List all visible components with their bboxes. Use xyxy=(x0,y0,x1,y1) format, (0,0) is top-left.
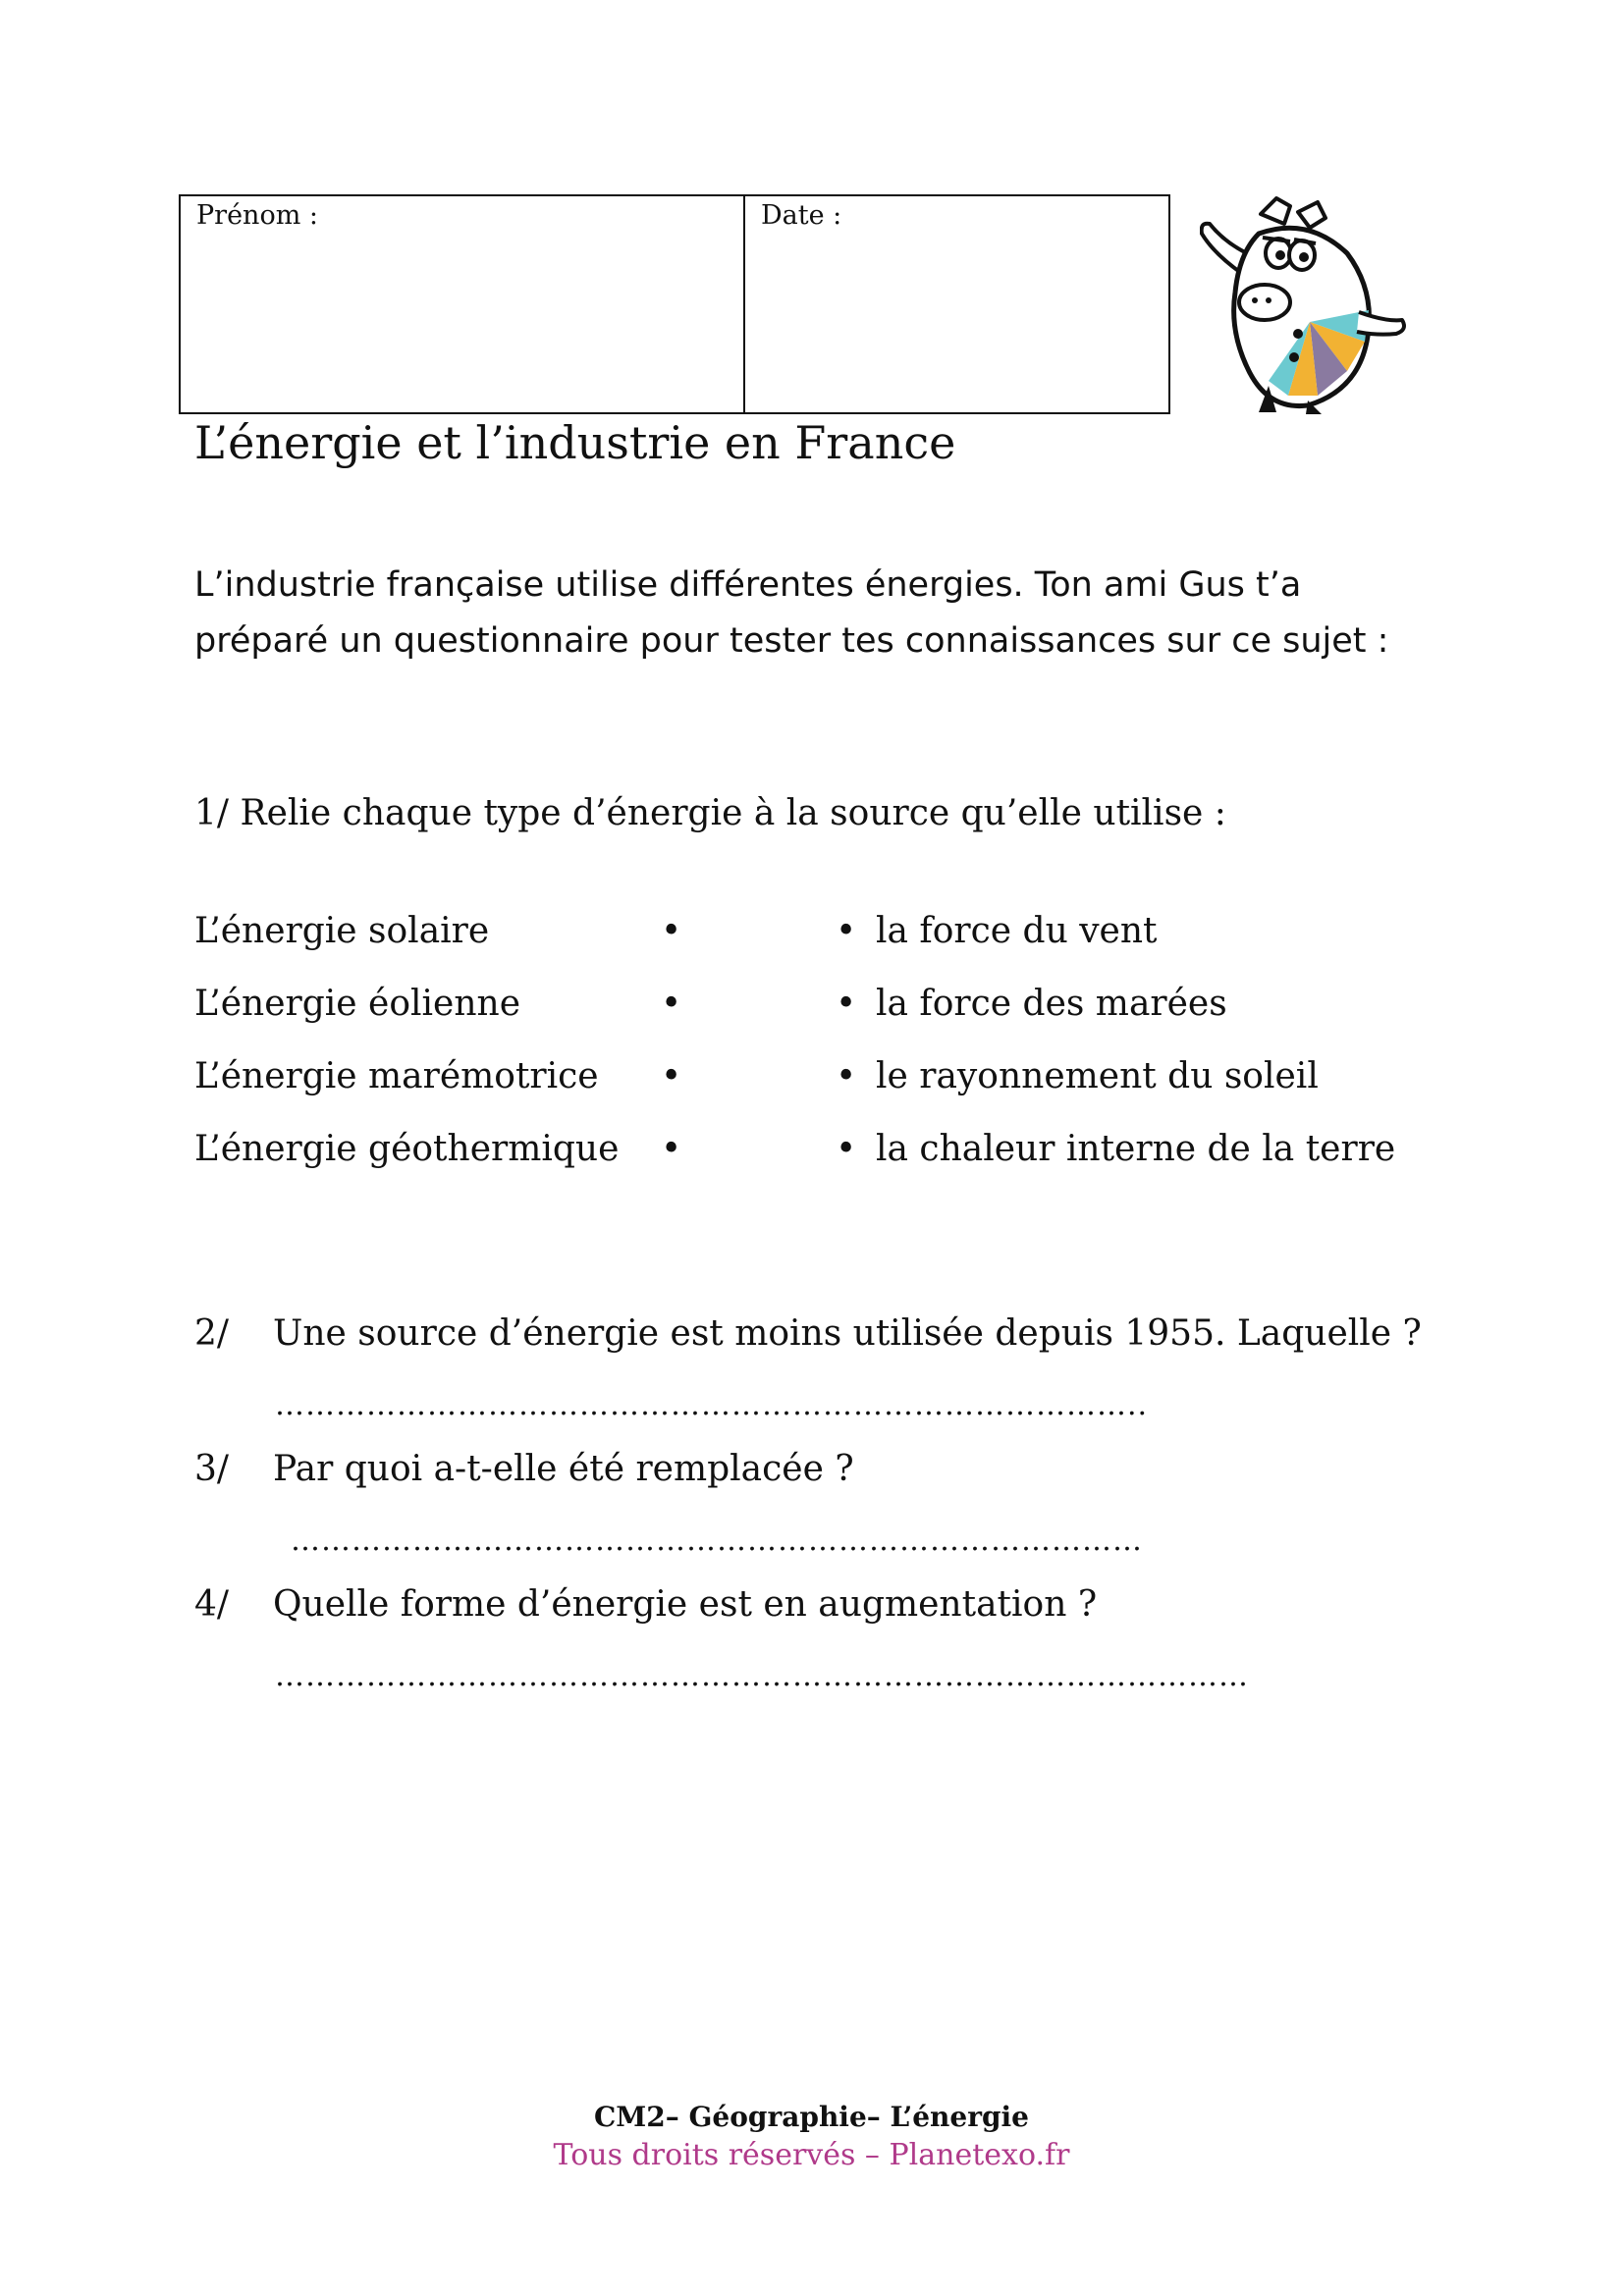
match-dot-right[interactable]: • xyxy=(836,984,857,1024)
energy-source-label: la force du vent xyxy=(876,911,1158,951)
match-dot-left[interactable]: • xyxy=(661,911,682,951)
match-dot-right[interactable]: • xyxy=(836,1129,857,1169)
gus-sheep-mascot-icon xyxy=(1200,194,1411,415)
question-1-prompt: 1/ Relie chaque type d’énergie à la source qu’elle utilise : xyxy=(194,793,1226,833)
prenom-field[interactable] xyxy=(181,196,745,412)
date-label: Date : xyxy=(761,200,842,231)
match-row xyxy=(194,1129,1471,1178)
intro-line-2: préparé un questionnaire pour tester tes connaissances sur ce sujet : xyxy=(194,621,1389,661)
question-4-text: Quelle forme d’énergie est en augmentation ? xyxy=(273,1584,1098,1625)
match-row xyxy=(194,984,1471,1033)
energy-type-label: L’énergie éolienne xyxy=(194,984,521,1024)
question-2-text: Une source d’énergie est moins utilisée depuis 1955. Laquelle ? xyxy=(273,1313,1422,1354)
question-3-answer-line[interactable]: ………………………………………………………………………… xyxy=(291,1523,1143,1558)
date-field[interactable] xyxy=(745,196,1168,412)
question-3-text: Par quoi a-t-elle été remplacée ? xyxy=(273,1449,854,1489)
energy-source-label: la force des marées xyxy=(876,984,1227,1024)
energy-source-label: la chaleur interne de la terre xyxy=(876,1129,1396,1169)
match-dot-right[interactable]: • xyxy=(836,1056,857,1096)
question-2-answer-line[interactable]: ………………………………………………………………………….. xyxy=(275,1388,1149,1422)
footer-copyright: Tous droits réservés – Planetexo.fr xyxy=(553,2138,1070,2172)
match-dot-left[interactable]: • xyxy=(661,1129,682,1169)
page-title: L’énergie et l’industrie en France xyxy=(194,416,956,469)
energy-type-label: L’énergie solaire xyxy=(194,911,490,951)
energy-type-label: L’énergie marémotrice xyxy=(194,1056,599,1096)
energy-type-label: L’énergie géothermique xyxy=(194,1129,620,1169)
intro-line-1: L’industrie française utilise différentes énergies. Ton ami Gus t’a xyxy=(194,565,1302,605)
match-dot-left[interactable]: • xyxy=(661,984,682,1024)
intro-text xyxy=(194,558,1471,669)
energy-source-label: le rayonnement du soleil xyxy=(876,1056,1319,1096)
match-row xyxy=(194,911,1471,960)
question-3-number: 3/ xyxy=(194,1449,230,1489)
prenom-label: Prénom : xyxy=(196,200,318,231)
match-row xyxy=(194,1056,1471,1105)
footer-title: CM2– Géographie– L’énergie xyxy=(593,2101,1029,2133)
question-4-answer-line[interactable]: …………………………………………………………………………………… xyxy=(275,1659,1249,1693)
match-dot-right[interactable]: • xyxy=(836,911,857,951)
question-2-number: 2/ xyxy=(194,1313,230,1354)
question-4-number: 4/ xyxy=(194,1584,230,1625)
header-box xyxy=(179,194,1170,414)
match-dot-left[interactable]: • xyxy=(661,1056,682,1096)
